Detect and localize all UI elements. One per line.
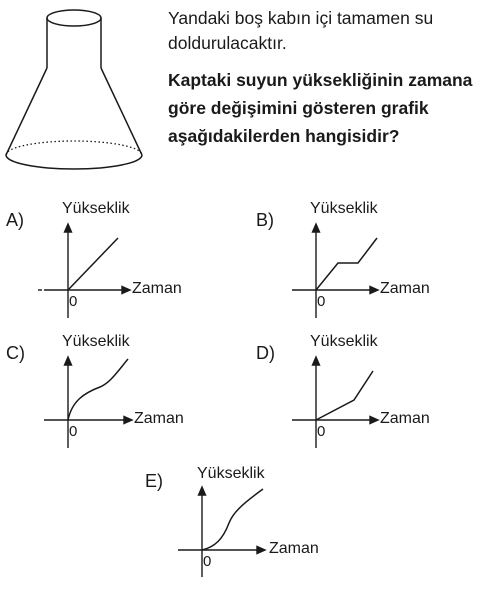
x-axis-label: Zaman bbox=[134, 410, 184, 427]
option-letter: B) bbox=[256, 210, 274, 230]
graph-b bbox=[256, 200, 476, 330]
origin-label: 0 bbox=[317, 293, 326, 310]
curve-line bbox=[68, 238, 118, 290]
x-axis-label: Zaman bbox=[269, 540, 319, 557]
question-text bbox=[168, 6, 493, 150]
option-d[interactable] bbox=[256, 333, 476, 463]
y-axis-label: Yükseklik bbox=[62, 333, 130, 350]
origin-label: 0 bbox=[69, 293, 78, 310]
option-letter: D) bbox=[256, 343, 275, 363]
option-c[interactable] bbox=[6, 333, 226, 463]
curve-line bbox=[316, 371, 373, 420]
curve-line bbox=[202, 489, 263, 550]
curve-line bbox=[316, 238, 377, 290]
option-e[interactable] bbox=[145, 465, 365, 595]
flask-illustration bbox=[0, 0, 165, 185]
y-axis-label: Yükseklik bbox=[310, 333, 378, 350]
x-axis-label: Zaman bbox=[380, 280, 430, 297]
option-letter: A) bbox=[6, 210, 24, 230]
x-axis-label: Zaman bbox=[380, 410, 430, 427]
question-prompt: Kaptaki suyun yüksekliğinin zamana göre değişimini gösteren grafik aşağıdakilerden hangisidir? bbox=[168, 70, 473, 146]
option-letter: C) bbox=[6, 343, 25, 363]
origin-label: 0 bbox=[317, 423, 326, 440]
option-a[interactable] bbox=[6, 200, 226, 330]
graph-a bbox=[6, 200, 226, 330]
y-axis-label: Yükseklik bbox=[62, 200, 130, 217]
origin-label: 0 bbox=[69, 423, 78, 440]
option-b[interactable] bbox=[256, 200, 476, 330]
x-axis-label: Zaman bbox=[132, 280, 182, 297]
question-intro: Yandaki boş kabın içi tamamen su doldurulacaktır. bbox=[168, 8, 434, 53]
graph-d bbox=[256, 333, 476, 463]
curve-line bbox=[68, 359, 128, 420]
y-axis-label: Yükseklik bbox=[197, 465, 265, 482]
graph-e bbox=[145, 465, 365, 587]
y-axis-label: Yükseklik bbox=[310, 200, 378, 217]
graph-c bbox=[6, 333, 226, 463]
option-letter: E) bbox=[145, 471, 163, 491]
origin-label: 0 bbox=[203, 553, 212, 570]
